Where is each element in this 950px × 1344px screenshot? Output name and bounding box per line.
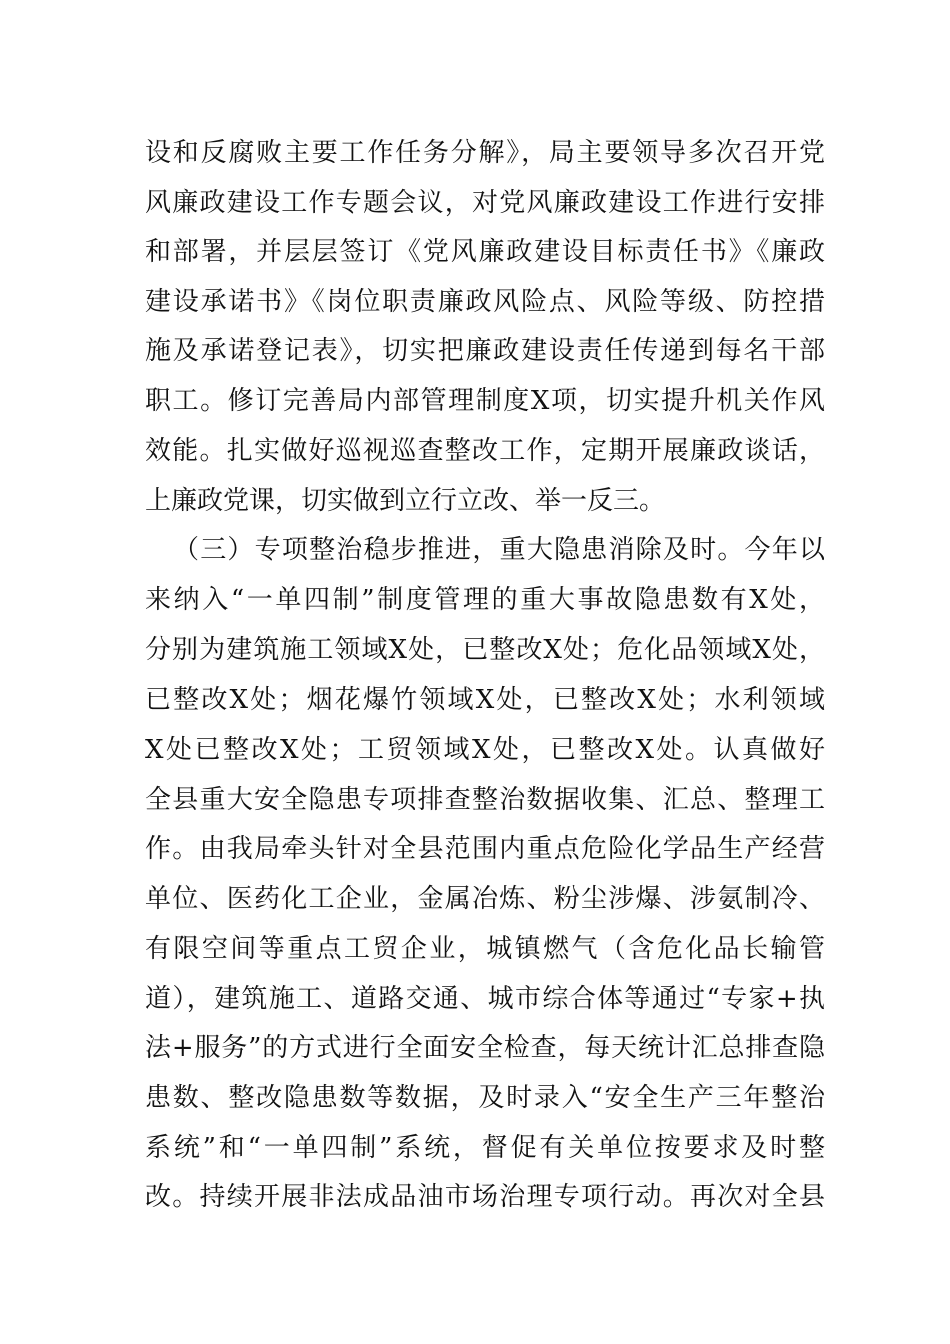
text-line-2: 风廉政建设工作专题会议，对党风廉政建设工作进行安排: [145, 188, 825, 218]
text-line-3: 和部署，并层层签订《党风廉政建设目标责任书》《廉政: [145, 237, 825, 267]
text-line-17: 有限空间等重点工贸企业，城镇燃气（含危化品长输管: [145, 934, 825, 964]
text-line-10: 来纳入“一单四制”制度管理的重大事故隐患数有X处，: [145, 585, 825, 615]
text-line-6: 职工。修订完善局内部管理制度X项，切实提升机关作风: [145, 386, 825, 416]
section-heading-line: （三）专项整治稳步推进，重大隐患消除及时。今年以: [173, 535, 825, 565]
text-line-22: 改。持续开展非法成品油市场治理专项行动。再次对全县: [145, 1182, 825, 1212]
text-line-13: X处已整改X处；工贸领域X处，已整改X处。认真做好: [145, 735, 825, 765]
text-line-12: 已整改X处；烟花爆竹领域X处，已整改X处；水利领域: [145, 685, 825, 715]
text-line-21: 系统”和“一单四制”系统，督促有关单位按要求及时整: [145, 1133, 825, 1163]
text-line-18: 道），建筑施工、道路交通、城市综合体等通过“专家+执: [145, 984, 825, 1014]
text-line-15: 作。由我局牵头针对全县范围内重点危险化学品生产经营: [145, 834, 825, 864]
text-line-4: 建设承诺书》《岗位职责廉政风险点、风险等级、防控措: [145, 287, 825, 317]
text-line-16: 单位、医药化工企业，金属冶炼、粉尘涉爆、涉氨制冷、: [145, 884, 825, 914]
text-line-19: 法+服务”的方式进行全面安全检查，每天统计汇总排查隐: [145, 1033, 825, 1063]
text-line-20: 患数、整改隐患数等数据，及时录入“安全生产三年整治: [145, 1083, 825, 1113]
text-line-1: 设和反腐败主要工作任务分解》，局主要领导多次召开党: [145, 138, 825, 168]
text-line-8: 上廉政党课，切实做到立行立改、举一反三。: [145, 486, 666, 516]
text-line-11: 分别为建筑施工领域X处，已整改X处；危化品领域X处，: [145, 635, 825, 665]
text-line-7: 效能。扎实做好巡视巡查整改工作，定期开展廉政谈话，: [145, 436, 825, 466]
text-line-5: 施及承诺登记表》，切实把廉政建设责任传递到每名干部: [145, 336, 825, 366]
text-line-14: 全县重大安全隐患专项排查整治数据收集、汇总、整理工: [145, 785, 825, 815]
